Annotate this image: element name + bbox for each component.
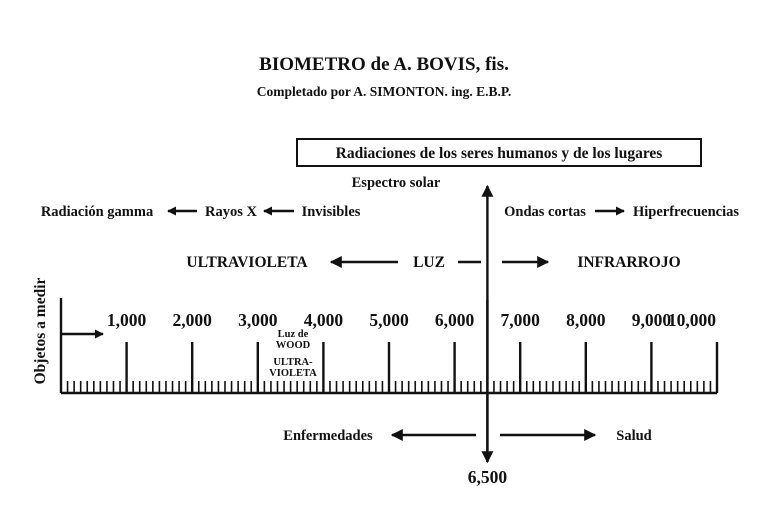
light-label: LUZ [413, 254, 445, 271]
tick-label: 5,000 [369, 310, 409, 330]
tick-label: 7,000 [500, 310, 540, 330]
objects-to-measure-label: Objetos a medir [32, 277, 49, 385]
tick-label: 6,000 [434, 310, 475, 330]
tick-label: 10,000 [667, 310, 716, 330]
center-value-label: 6,500 [467, 467, 508, 487]
wood-light-label-line1: Luz de [277, 329, 309, 340]
ultraviolet-small-label-line2: VIOLETA [269, 368, 317, 379]
infrared-label: INFRARROJO [577, 254, 681, 271]
scale [61, 298, 717, 393]
invisible-label: Invisibles [301, 204, 361, 220]
gamma-radiation-label: Radiación gamma [40, 204, 154, 220]
health-label: Salud [616, 428, 652, 444]
ultraviolet-small-label-line1: ULTRA- [273, 357, 313, 368]
xrays-label: Rayos X [205, 204, 257, 220]
short-waves-label: Ondas cortas [504, 204, 586, 220]
tick-label: 8,000 [566, 310, 606, 330]
wood-light-label-line2: WOOD [275, 340, 311, 351]
tick-label: 9,000 [631, 310, 672, 330]
page-title: BIOMETRO de A. BOVIS, fis. [259, 54, 509, 75]
solar-spectrum-label: Espectro solar [351, 175, 441, 191]
tick-label: 4,000 [303, 310, 344, 330]
tick-label: 2,000 [172, 310, 212, 330]
tick-label: 1,000 [106, 310, 147, 330]
tick-label: 3,000 [238, 310, 278, 330]
hyperfrequencies-label: Hiperfrecuencias [632, 204, 740, 220]
diseases-label: Enfermedades [283, 428, 373, 444]
page-subtitle: Completado por A. SIMONTON. ing. E.B.P. [256, 84, 512, 99]
ultraviolet-label: ULTRAVIOLETA [186, 254, 308, 271]
boxed-label: Radiaciones de los seres humanos y de los lugares [335, 145, 663, 162]
